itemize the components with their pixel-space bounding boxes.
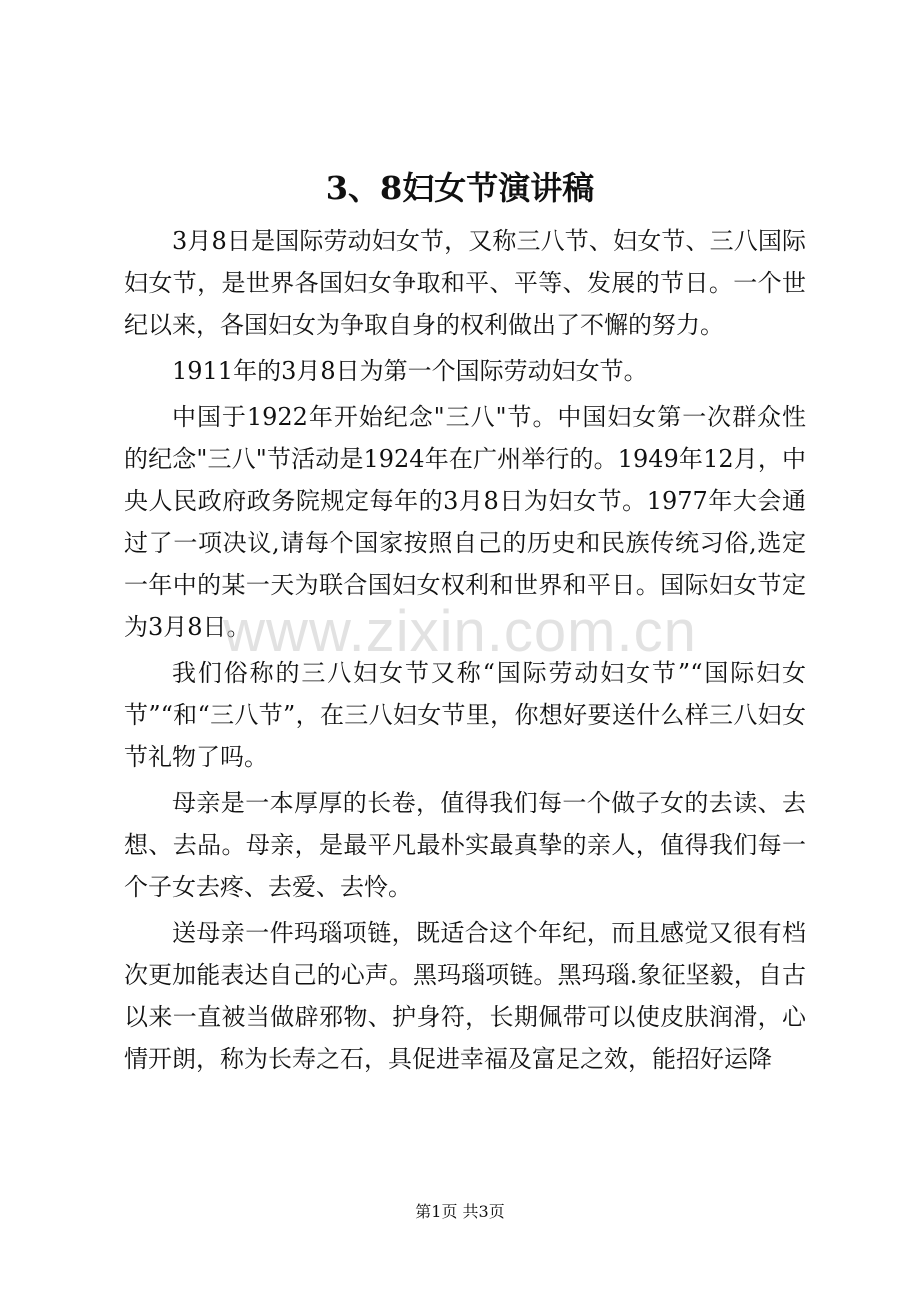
paragraph: 中国于1922年开始纪念"三八"节。中国妇女第一次群众性的纪念"三八"节活动是1924年在广州举行的。1949年12月，中央人民政府政务院规定每年的3月8日为妇女节。1977年大会通过了一项决议,请每个国家按照自己的历史和民族传统习俗,选定一年中的某一天为联合国妇女权利和世界和平日。国际妇女节定为3月8日。 (124, 403, 806, 641)
paragraph: 母亲是一本厚厚的长卷，值得我们每一个做子女的去读、去想、去品。母亲，是最平凡最朴实最真挚的亲人，值得我们每一个子女去疼、去爱、去怜。 (124, 789, 806, 901)
paragraph: 我们俗称的三八妇女节又称“国际劳动妇女节”“国际妇女节”“和“三八节”，在三八妇女节里，你想好要送什么样三八妇女节礼物了吗。 (124, 659, 806, 771)
paragraph: 1911年的3月8日为第一个国际劳动妇女节。 (172, 357, 648, 385)
paragraph: 送母亲一件玛瑙项链，既适合这个年纪，而且感觉又很有档次更加能表达自己的心声。黑玛瑙项链。黑玛瑙.象征坚毅，自古以来一直被当做辟邪物、护身符，长期佩带可以使皮肤润滑，心情开朗，称为长寿之石，具促进幸福及富足之效，能招好运降 (124, 919, 806, 1073)
paragraph: 3月8日是国际劳动妇女节，又称三八节、妇女节、三八国际妇女节，是世界各国妇女争取和平、平等、发展的节日。一个世纪以来，各国妇女为争取自身的权利做出了不懈的努力。 (124, 227, 806, 339)
watermark: www.zixin.com.cn (223, 599, 697, 664)
page-footer: 第1页 共3页 (415, 1202, 505, 1221)
document-title: 3、8妇女节演讲稿 (325, 169, 595, 207)
document-body (124, 220, 806, 1084)
